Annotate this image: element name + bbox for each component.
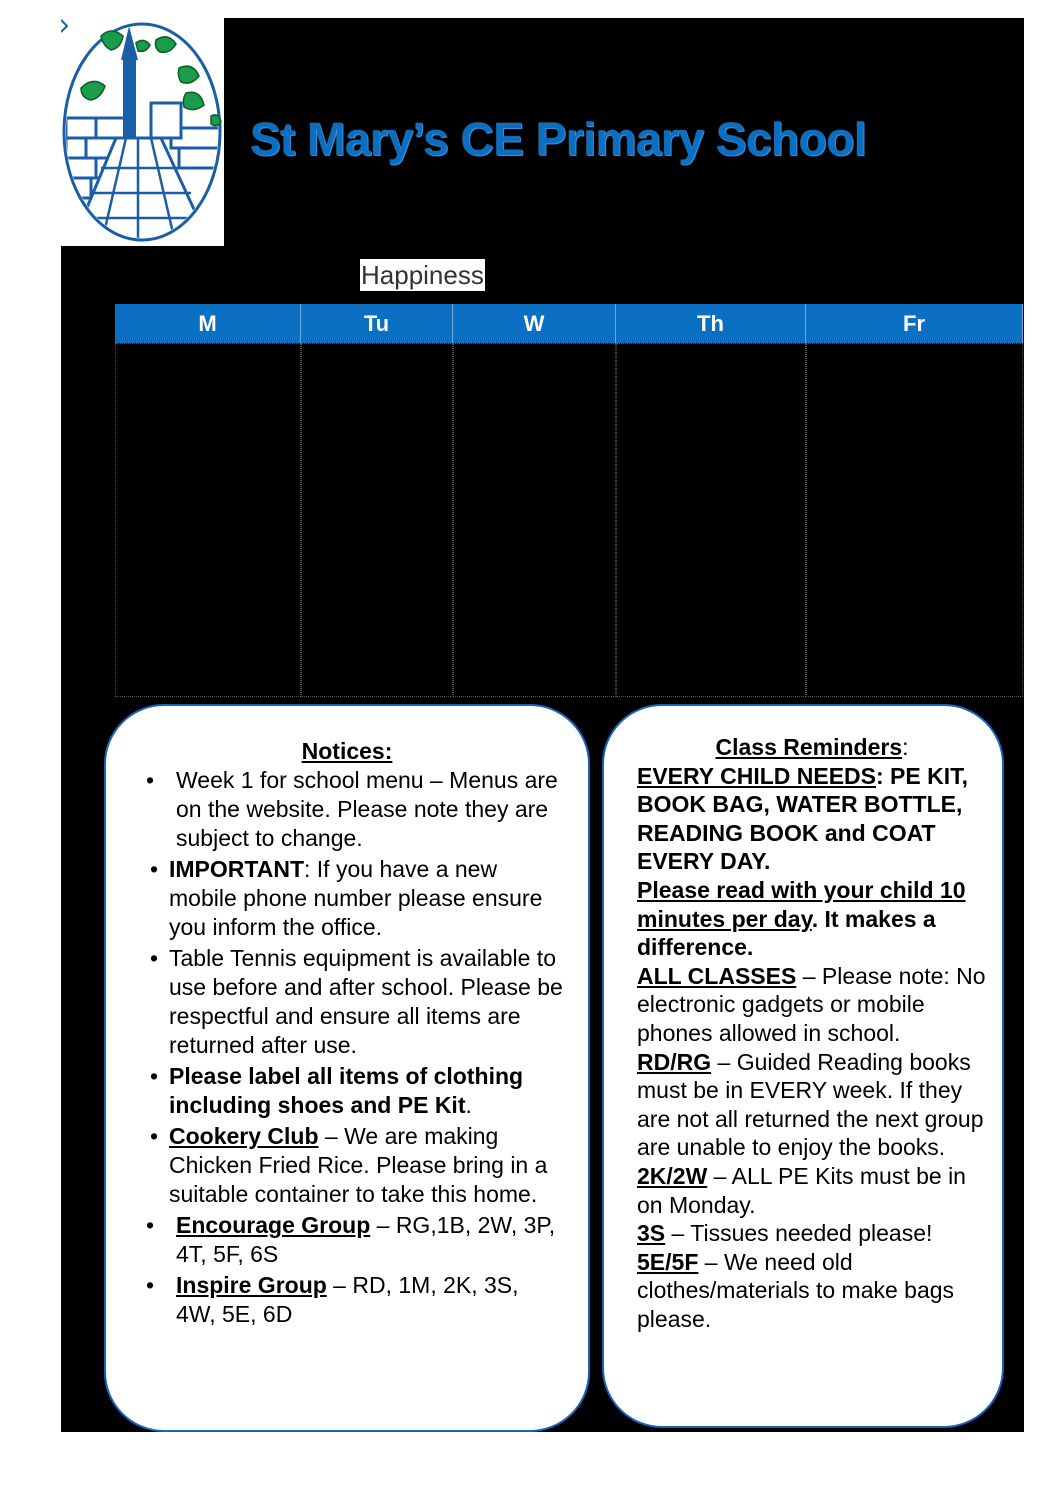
notice-text: – RG,1B, 2W, 3P, 4T, 5F, 6S <box>176 1212 556 1267</box>
notice-text: : If you have a new mobile phone number please ensure you inform the office. <box>169 856 543 940</box>
cell-friday <box>806 343 1023 697</box>
cell-wednesday <box>453 343 616 697</box>
reminder-every-child: EVERY CHILD NEEDS: PE KIT, BOOK BAG, WATER BOTTLE, READING BOOK and COAT EVERY DAY. <box>637 762 969 875</box>
bullet: • <box>146 1272 155 1298</box>
weekly-timetable <box>115 304 1023 697</box>
bullet: • <box>146 1212 155 1238</box>
school-name: St Mary’s CE Primary School <box>250 113 867 165</box>
list-item <box>144 855 564 942</box>
reminder-entry: 5E/5F – We need old clothes/materials to make bags please. <box>637 1248 955 1332</box>
timetable-header <box>115 304 1023 343</box>
notice-text: – We are making Chicken Fried Rice. Please bring in a suitable container to take this home. <box>169 1123 548 1207</box>
list-item <box>144 1122 564 1209</box>
bullet: • <box>146 767 155 793</box>
school-logo <box>61 18 224 246</box>
notices-panel <box>104 704 590 1432</box>
day-monday: M <box>115 304 301 343</box>
notice-text: Table Tennis equipment is available to use before and after school. Please be respectful and ensure all items are returned after use. <box>169 945 563 1058</box>
timetable-body <box>115 343 1023 697</box>
notice-label: Inspire Group <box>176 1272 327 1298</box>
list-item <box>144 1062 564 1120</box>
notice-label: Cookery Club <box>169 1123 319 1149</box>
notices-list <box>144 766 564 1331</box>
cell-tuesday <box>301 343 453 697</box>
notice-text: – RD, 1M, 2K, 3S, 4W, 5E, 6D <box>176 1272 519 1327</box>
notice-label: Encourage Group <box>176 1212 371 1238</box>
cell-thursday <box>616 343 806 697</box>
class-reminders-panel <box>602 704 1004 1428</box>
notice-text: Week 1 for school menu – Menus are on the website. Please note they are subject to change. <box>176 767 558 851</box>
cell-monday <box>115 343 301 697</box>
notices-title: Notices: <box>301 738 393 764</box>
reminder-reading: Please read with your child 10 minutes per day. It makes a difference. <box>637 876 966 961</box>
day-friday: Fr <box>806 304 1023 343</box>
bullet: • <box>150 1063 159 1089</box>
reminder-entry: 2K/2W – ALL PE Kits must be in on Monday. <box>637 1162 966 1218</box>
day-thursday: Th <box>616 304 806 343</box>
notice-label: Please label all items of clothing including shoes and PE Kit <box>169 1063 524 1118</box>
list-item <box>144 944 564 1060</box>
reminder-entry: RD/RG – Guided Reading books must be in EVERY week. If they are not all returned the next group are unable to enjoy the books. <box>637 1048 984 1161</box>
day-tuesday: Tu <box>301 304 453 343</box>
list-item <box>144 1271 564 1329</box>
notice-text: . <box>465 1092 472 1118</box>
reminders-body <box>637 733 987 1333</box>
reminders-title: Class Reminders: <box>715 734 909 760</box>
value-of-week: Happiness <box>361 260 484 290</box>
bullet: • <box>150 1123 159 1149</box>
bullet: • <box>150 856 159 882</box>
reminder-entry: 3S – Tissues needed please! <box>637 1220 933 1247</box>
notice-label: IMPORTANT <box>169 856 305 882</box>
list-item <box>144 766 564 853</box>
day-wednesday: W <box>453 304 616 343</box>
bullet: • <box>150 945 159 971</box>
reminder-entry: ALL CLASSES – Please note: No electronic gadgets or mobile phones allowed in school. <box>637 962 986 1046</box>
list-item <box>144 1211 564 1269</box>
